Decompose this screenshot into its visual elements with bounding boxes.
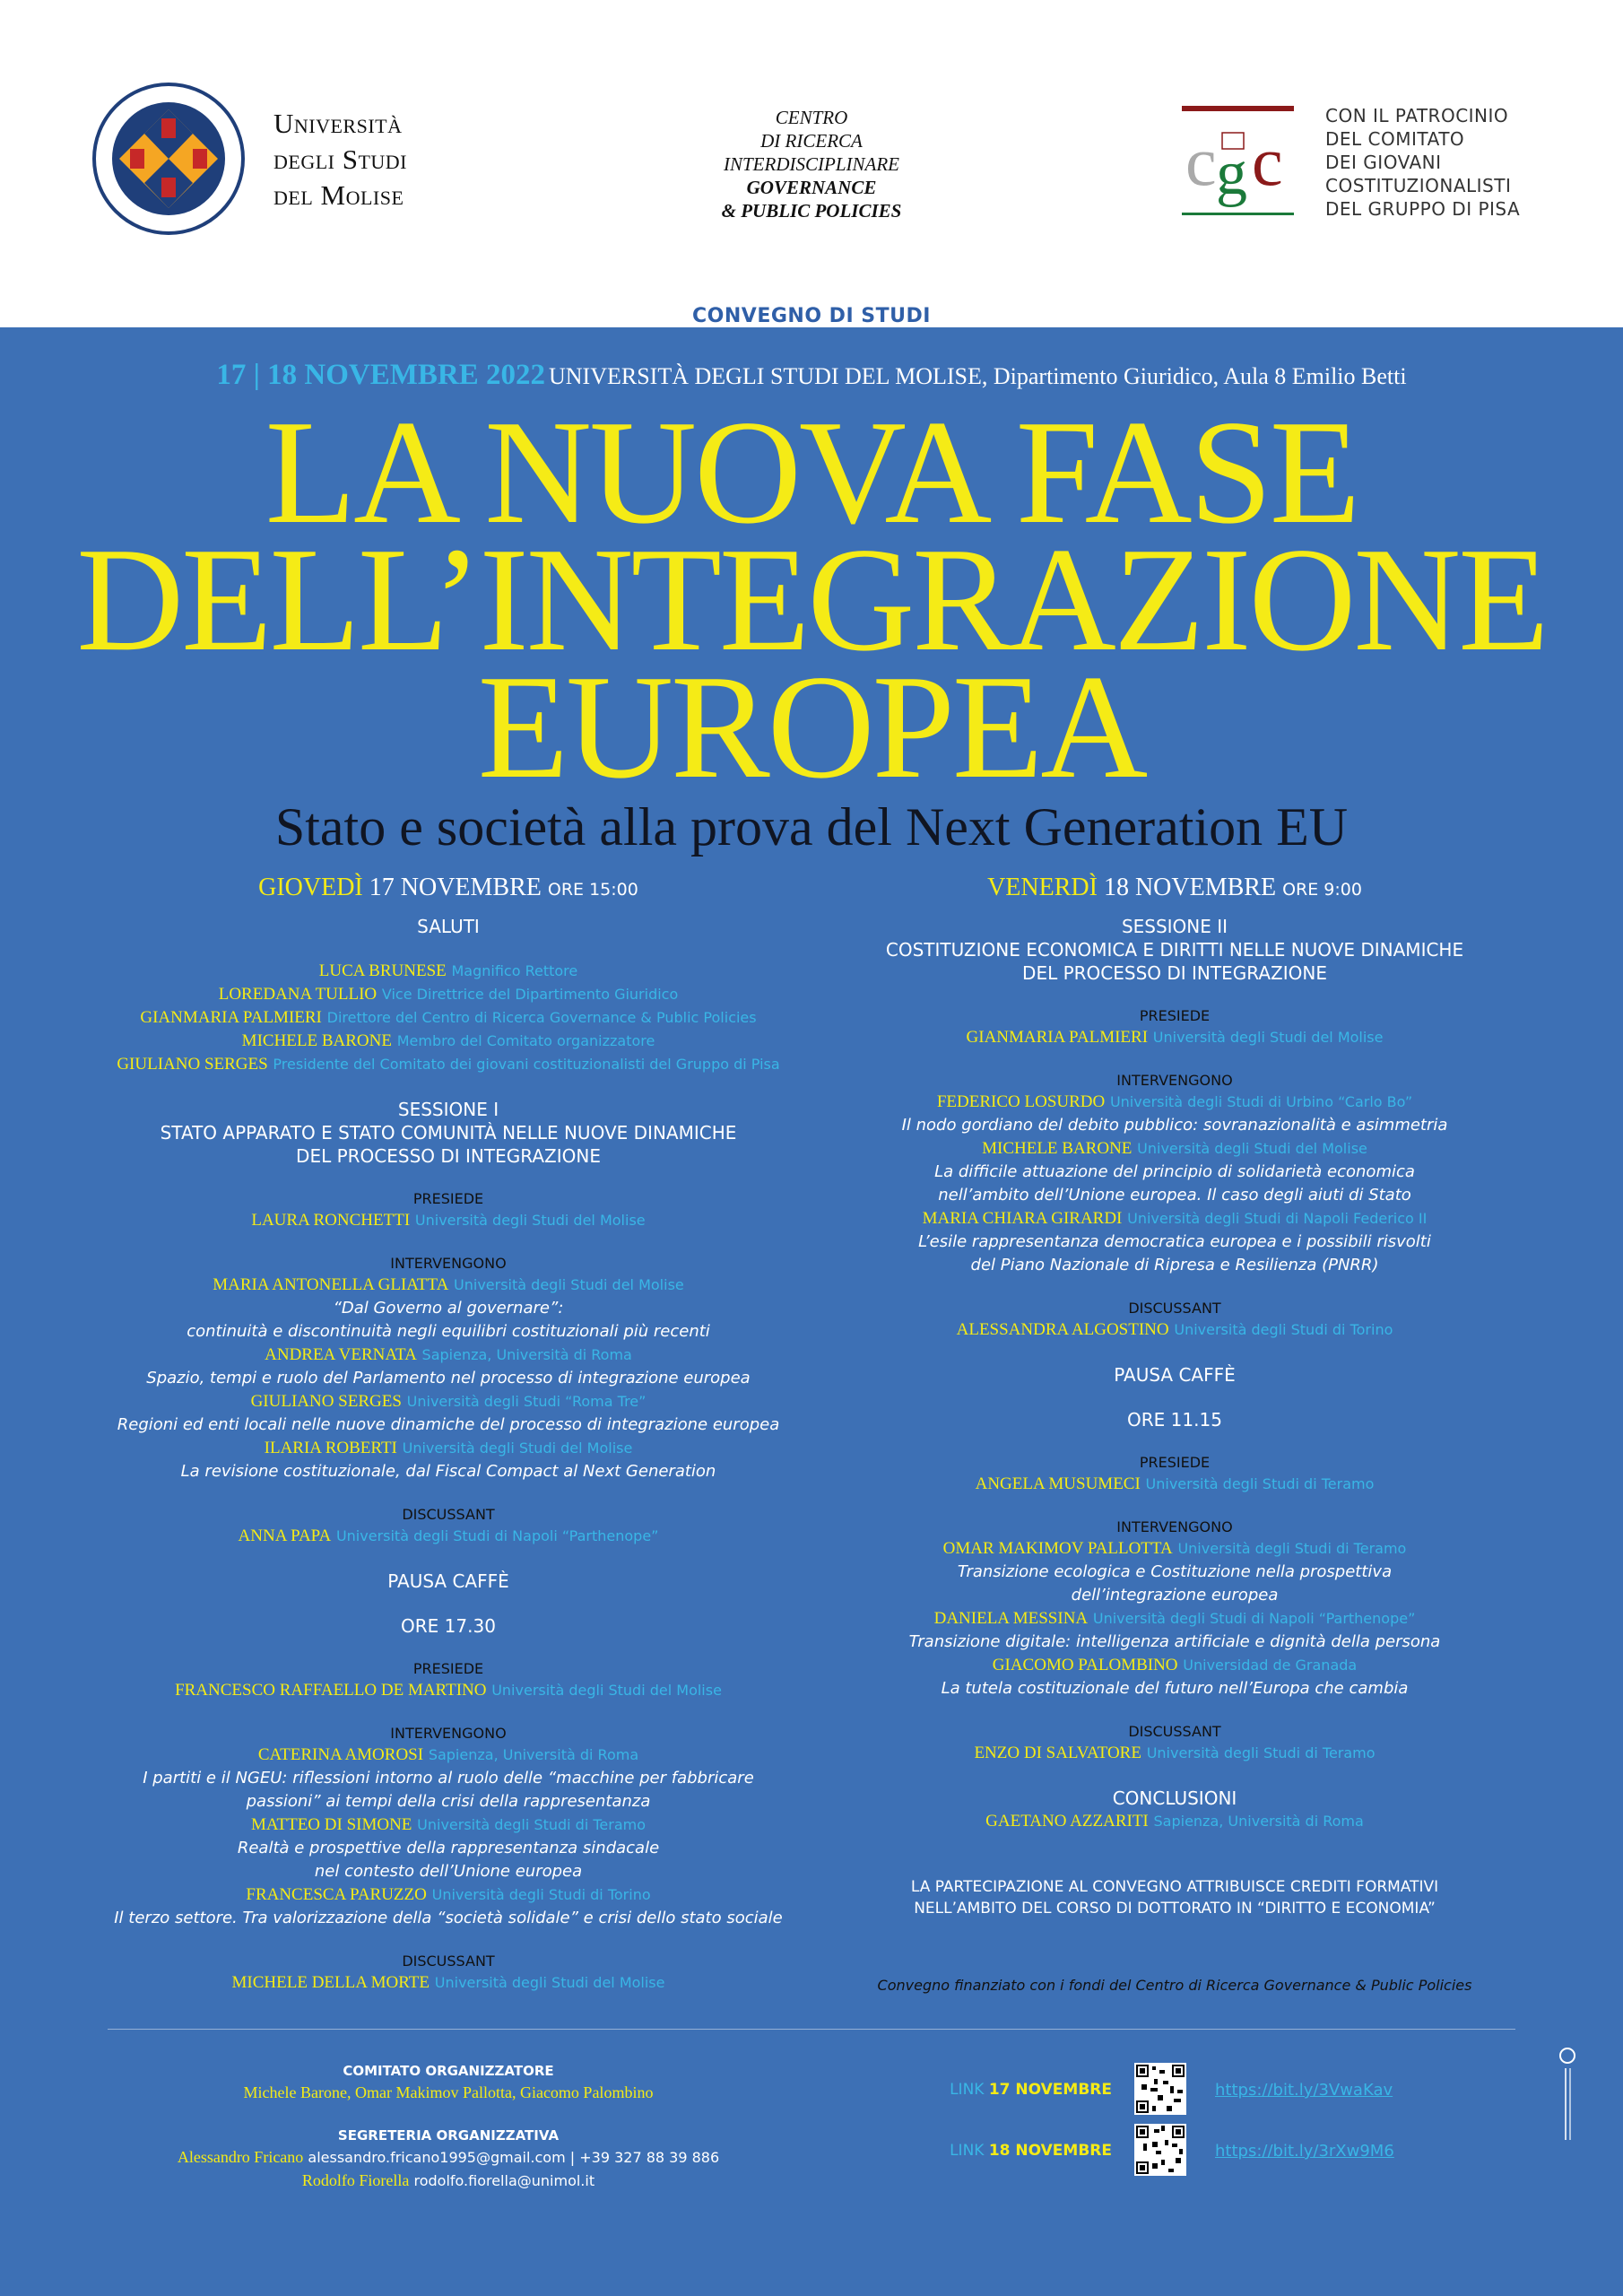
speaker: CATERINA AMOROSI Sapienza, Università di Roma	[257, 1745, 639, 1764]
university-name-line: Università	[273, 108, 403, 139]
discussant-person: MICHELE DELLA MORTE Università degli Studi del Molise	[231, 1973, 665, 1992]
coffee-break-label: PAUSA CAFFÈ	[1114, 1364, 1236, 1386]
day1-heading	[85, 870, 812, 908]
presiede-person: FRANCESCO RAFFAELLO DE MARTINO Università degli Studi del Molise	[175, 1681, 722, 1700]
talk-title: Transizione digitale: intelligenza artificiale e dignità della persona	[908, 1632, 1441, 1651]
talk-title: “Dal Governo al governare”: continuità e discontinuità negli equilibri costituzionali più recenti	[187, 1299, 710, 1341]
discussant-label: DISCUSSANT	[1128, 1723, 1221, 1740]
segreteria-label: SEGRETERIA ORGANIZZATIVA	[337, 2127, 560, 2144]
talk-title: La revisione costituzionale, dal Fiscal Compact al Next Generation	[180, 1462, 716, 1481]
session-time: ORE 11.15	[1127, 1409, 1222, 1431]
day2-program	[838, 870, 1511, 1994]
presiede-label: PRESIEDE	[1139, 1007, 1211, 1024]
svg-text:c: c	[1185, 122, 1217, 200]
speaker: FRANCESCA PARUZZO Università degli Studi di Torino	[246, 1885, 651, 1904]
talk-title: Realtà e prospettive della rappresentanza sindacale nel contesto dell’Unione europea	[237, 1839, 660, 1881]
centro-line: INTERDISCIPLINARE	[724, 153, 899, 175]
session-time: ORE 17.30	[401, 1615, 496, 1637]
qr-code-icon[interactable]	[1134, 2063, 1186, 2115]
speaker: OMAR MAKIMOV PALLOTTA Università degli Studi di Teramo	[942, 1539, 1407, 1558]
link-label: LINK 17 NOVEMBRE	[950, 2081, 1112, 2099]
patronage-line: DEL COMITATO	[1325, 128, 1465, 150]
talk-title: Il terzo settore. Tra valorizzazione della “società solidale” e crisi dello stato sociale	[114, 1909, 783, 1927]
saluti-person: LOREDANA TULLIO Vice Direttrice del Dipartimento Giuridico	[218, 985, 679, 1004]
link-row-18	[933, 2124, 1435, 2178]
research-center-name	[690, 106, 933, 222]
footer-divider	[108, 2029, 1515, 2030]
saluti-person: LUCA BRUNESE Magnifico Rettore	[318, 961, 578, 980]
funding-note: Convegno finanziato con i fondi del Centro di Ricerca Governance & Public Policies	[877, 1977, 1472, 1994]
patronage-line: DEI GIOVANI	[1325, 152, 1442, 173]
presiede-person: LAURA RONCHETTI Università degli Studi del Molise	[251, 1211, 646, 1230]
speaker: ANDREA VERNATA Sapienza, Università di Roma	[265, 1345, 632, 1364]
patronage-line: DEL GRUPPO DI PISA	[1325, 198, 1521, 220]
day-time: ORE 15:00	[547, 880, 638, 900]
svg-text:c: c	[1252, 122, 1283, 200]
centro-line: CENTRO	[775, 107, 848, 128]
side-vertical-logo	[1557, 2047, 1578, 2145]
centro-line: & PUBLIC POLICIES	[721, 200, 902, 222]
centro-line: GOVERNANCE	[746, 177, 877, 198]
patronage-line: COSTITUZIONALISTI	[1325, 175, 1512, 196]
header	[0, 0, 1623, 327]
talk-title: I partiti e il NGEU: riflessioni intorno al ruolo delle “macchine per fabbricare passioni” ai tempi della crisi della rappresentanza	[143, 1769, 754, 1811]
comitato-label: COMITATO ORGANIZZATORE	[343, 2063, 554, 2079]
discussant-label: DISCUSSANT	[402, 1952, 495, 1970]
main-title	[0, 389, 1623, 809]
title-line: EUROPEA	[477, 644, 1146, 809]
patronage-line: CON IL PATROCINIO	[1325, 105, 1509, 126]
day-time: ORE 9:00	[1282, 880, 1362, 900]
day2-heading	[838, 870, 1511, 908]
organizers	[135, 2061, 762, 2192]
day-name: GIOVEDÌ	[258, 874, 363, 901]
credits-note: LA PARTECIPAZIONE AL CONVEGNO ATTRIBUISCE CREDITI FORMATIVI NELL’AMBITO DEL CORSO DI DOTTORATO IN “DIRITTO E ECONOMIA”	[910, 1878, 1439, 1918]
event-type-label: CONVEGNO DI STUDI	[692, 305, 931, 327]
intervengono-label: INTERVENGONO	[390, 1255, 507, 1272]
presiede-person: ANGELA MUSUMECI Università degli Studi di Teramo	[975, 1474, 1375, 1493]
svg-text:g: g	[1216, 139, 1247, 208]
saluti-person: GIULIANO SERGES Presidente del Comitato dei giovani costituzionalisti del Gruppo di Pisa	[117, 1055, 780, 1074]
segreteria-contact: Alessandro Fricano alessandro.fricano1995@gmail.com | +39 327 88 39 886	[177, 2148, 720, 2166]
university-seal-logo	[92, 83, 245, 235]
link-url-17[interactable]: https://bit.ly/3VwaKav	[1215, 2081, 1393, 2100]
link-row-17	[933, 2063, 1435, 2117]
talk-title: La tutela costituzionale del futuro nell’Europa che cambia	[941, 1679, 1409, 1698]
speaker: FEDERICO LOSURDO Università degli Studi di Urbino “Carlo Bo”	[936, 1092, 1413, 1111]
subtitle: Stato e società alla prova del Next Generation EU	[274, 797, 1349, 857]
discussant-label: DISCUSSANT	[1128, 1300, 1221, 1317]
qr-code-icon[interactable]	[1134, 2124, 1186, 2176]
day-date: 18 NOVEMBRE	[1103, 874, 1277, 901]
session1-title: SESSIONE I STATO APPARATO E STATO COMUNITÀ NELLE NUOVE DINAMICHE DEL PROCESSO DI INTEGRAZIONE	[160, 1099, 737, 1167]
talk-title: Transizione ecologica e Costituzione nella prospettiva dell’integrazione europea	[957, 1562, 1393, 1605]
speaker: MICHELE BARONE Università degli Studi del Molise	[982, 1139, 1367, 1158]
title-line: LA NUOVA FASE	[265, 389, 1358, 554]
patronage-text	[1325, 104, 1520, 221]
cgc-logo	[1182, 106, 1294, 218]
intervengono-label: INTERVENGONO	[390, 1725, 507, 1742]
conclusioni-label: CONCLUSIONI	[1112, 1787, 1237, 1809]
link-label: LINK 18 NOVEMBRE	[950, 2142, 1112, 2160]
discussant-person: ALESSANDRA ALGOSTINO Università degli Studi di Torino	[956, 1320, 1393, 1339]
saluti-person: MICHELE BARONE Membro del Comitato organizzatore	[241, 1031, 655, 1050]
coffee-break-label: PAUSA CAFFÈ	[387, 1570, 509, 1592]
discussant-person: ANNA PAPA Università degli Studi di Napoli “Parthenope”	[238, 1526, 659, 1545]
discussant-person: ENZO DI SALVATORE Università degli Studi di Teramo	[974, 1744, 1376, 1762]
speaker: MARIA CHIARA GIRARDI Università degli Studi di Napoli Federico II	[922, 1209, 1428, 1228]
conclusioni-person: GAETANO AZZARITI Sapienza, Università di Roma	[985, 1812, 1364, 1831]
centro-line: DI RICERCA	[760, 130, 863, 152]
day-date: 17 NOVEMBRE	[369, 874, 542, 901]
university-name-line: del Molise	[273, 179, 404, 211]
speaker: GIULIANO SERGES Università degli Studi “Roma Tre”	[250, 1392, 647, 1411]
talk-title: L’esile rappresentanza democratica europea e i possibili risvolti del Piano Nazionale di Ripresa e Resilienza (PNRR)	[918, 1232, 1431, 1274]
speaker: DANIELA MESSINA Università degli Studi di Napoli “Parthenope”	[933, 1609, 1416, 1628]
intervengono-label: INTERVENGONO	[1116, 1072, 1233, 1089]
university-name	[273, 106, 407, 213]
talk-title: Il nodo gordiano del debito pubblico: sovranazionalità e asimmetria	[901, 1116, 1448, 1135]
seal-shield-icon	[112, 102, 225, 215]
event-location: UNIVERSITÀ DEGLI STUDI DEL MOLISE, Dipartimento Giuridico, Aula 8 Emilio Betti	[549, 363, 1407, 389]
vertical-logo-icon	[1557, 2047, 1578, 2145]
speaker: GIACOMO PALOMBINO Universidad de Granada	[992, 1656, 1358, 1674]
speaker: MATTEO DI SIMONE Università degli Studi di Teramo	[250, 1815, 647, 1834]
saluti-person: GIANMARIA PALMIERI Direttore del Centro di Ricerca Governance & Public Policies	[140, 1008, 757, 1027]
talk-title: Spazio, tempi e ruolo del Parlamento nel processo di integrazione europea	[146, 1369, 751, 1387]
seal-emblem	[112, 102, 225, 215]
title-line: DELL’INTEGRAZIONE	[76, 517, 1547, 682]
saluti-label: SALUTI	[417, 916, 480, 937]
day1-program	[85, 870, 812, 1995]
speaker: MARIA ANTONELLA GLIATTA Università degli Studi del Molise	[213, 1275, 684, 1294]
presiede-person: GIANMARIA PALMIERI Università degli Studi del Molise	[966, 1028, 1384, 1047]
presiede-label: PRESIEDE	[412, 1190, 484, 1207]
cgc-logo-icon	[1182, 106, 1294, 218]
presiede-label: PRESIEDE	[412, 1660, 484, 1677]
talk-title: La difficile attuazione del principio di solidarietà economica nell’ambito dell’Unione europea. Il caso degli aiuti di Stato	[934, 1162, 1415, 1205]
intervengono-label: INTERVENGONO	[1116, 1518, 1233, 1535]
day-name: VENERDÌ	[987, 874, 1098, 901]
university-name-line: degli Studi	[273, 144, 408, 175]
comitato-names: Michele Barone, Omar Makimov Pallotta, Giacomo Palombino	[243, 2083, 654, 2101]
link-url-18[interactable]: https://bit.ly/3rXw9M6	[1215, 2142, 1394, 2161]
segreteria-contact: Rodolfo Fiorella rodolfo.fiorella@unimol.it	[301, 2171, 595, 2189]
discussant-label: DISCUSSANT	[402, 1506, 495, 1523]
talk-title: Regioni ed enti locali nelle nuove dinamiche del processo di integrazione europea	[117, 1415, 780, 1434]
dateline	[0, 359, 1623, 392]
speaker: ILARIA ROBERTI Università degli Studi del Molise	[264, 1439, 633, 1457]
event-dates: 17 | 18 NOVEMBRE 2022	[216, 359, 545, 391]
presiede-label: PRESIEDE	[1139, 1454, 1211, 1471]
session2-title: SESSIONE II COSTITUZIONE ECONOMICA E DIRITTI NELLE NUOVE DINAMICHE DEL PROCESSO DI INTEGRAZIONE	[885, 916, 1464, 984]
